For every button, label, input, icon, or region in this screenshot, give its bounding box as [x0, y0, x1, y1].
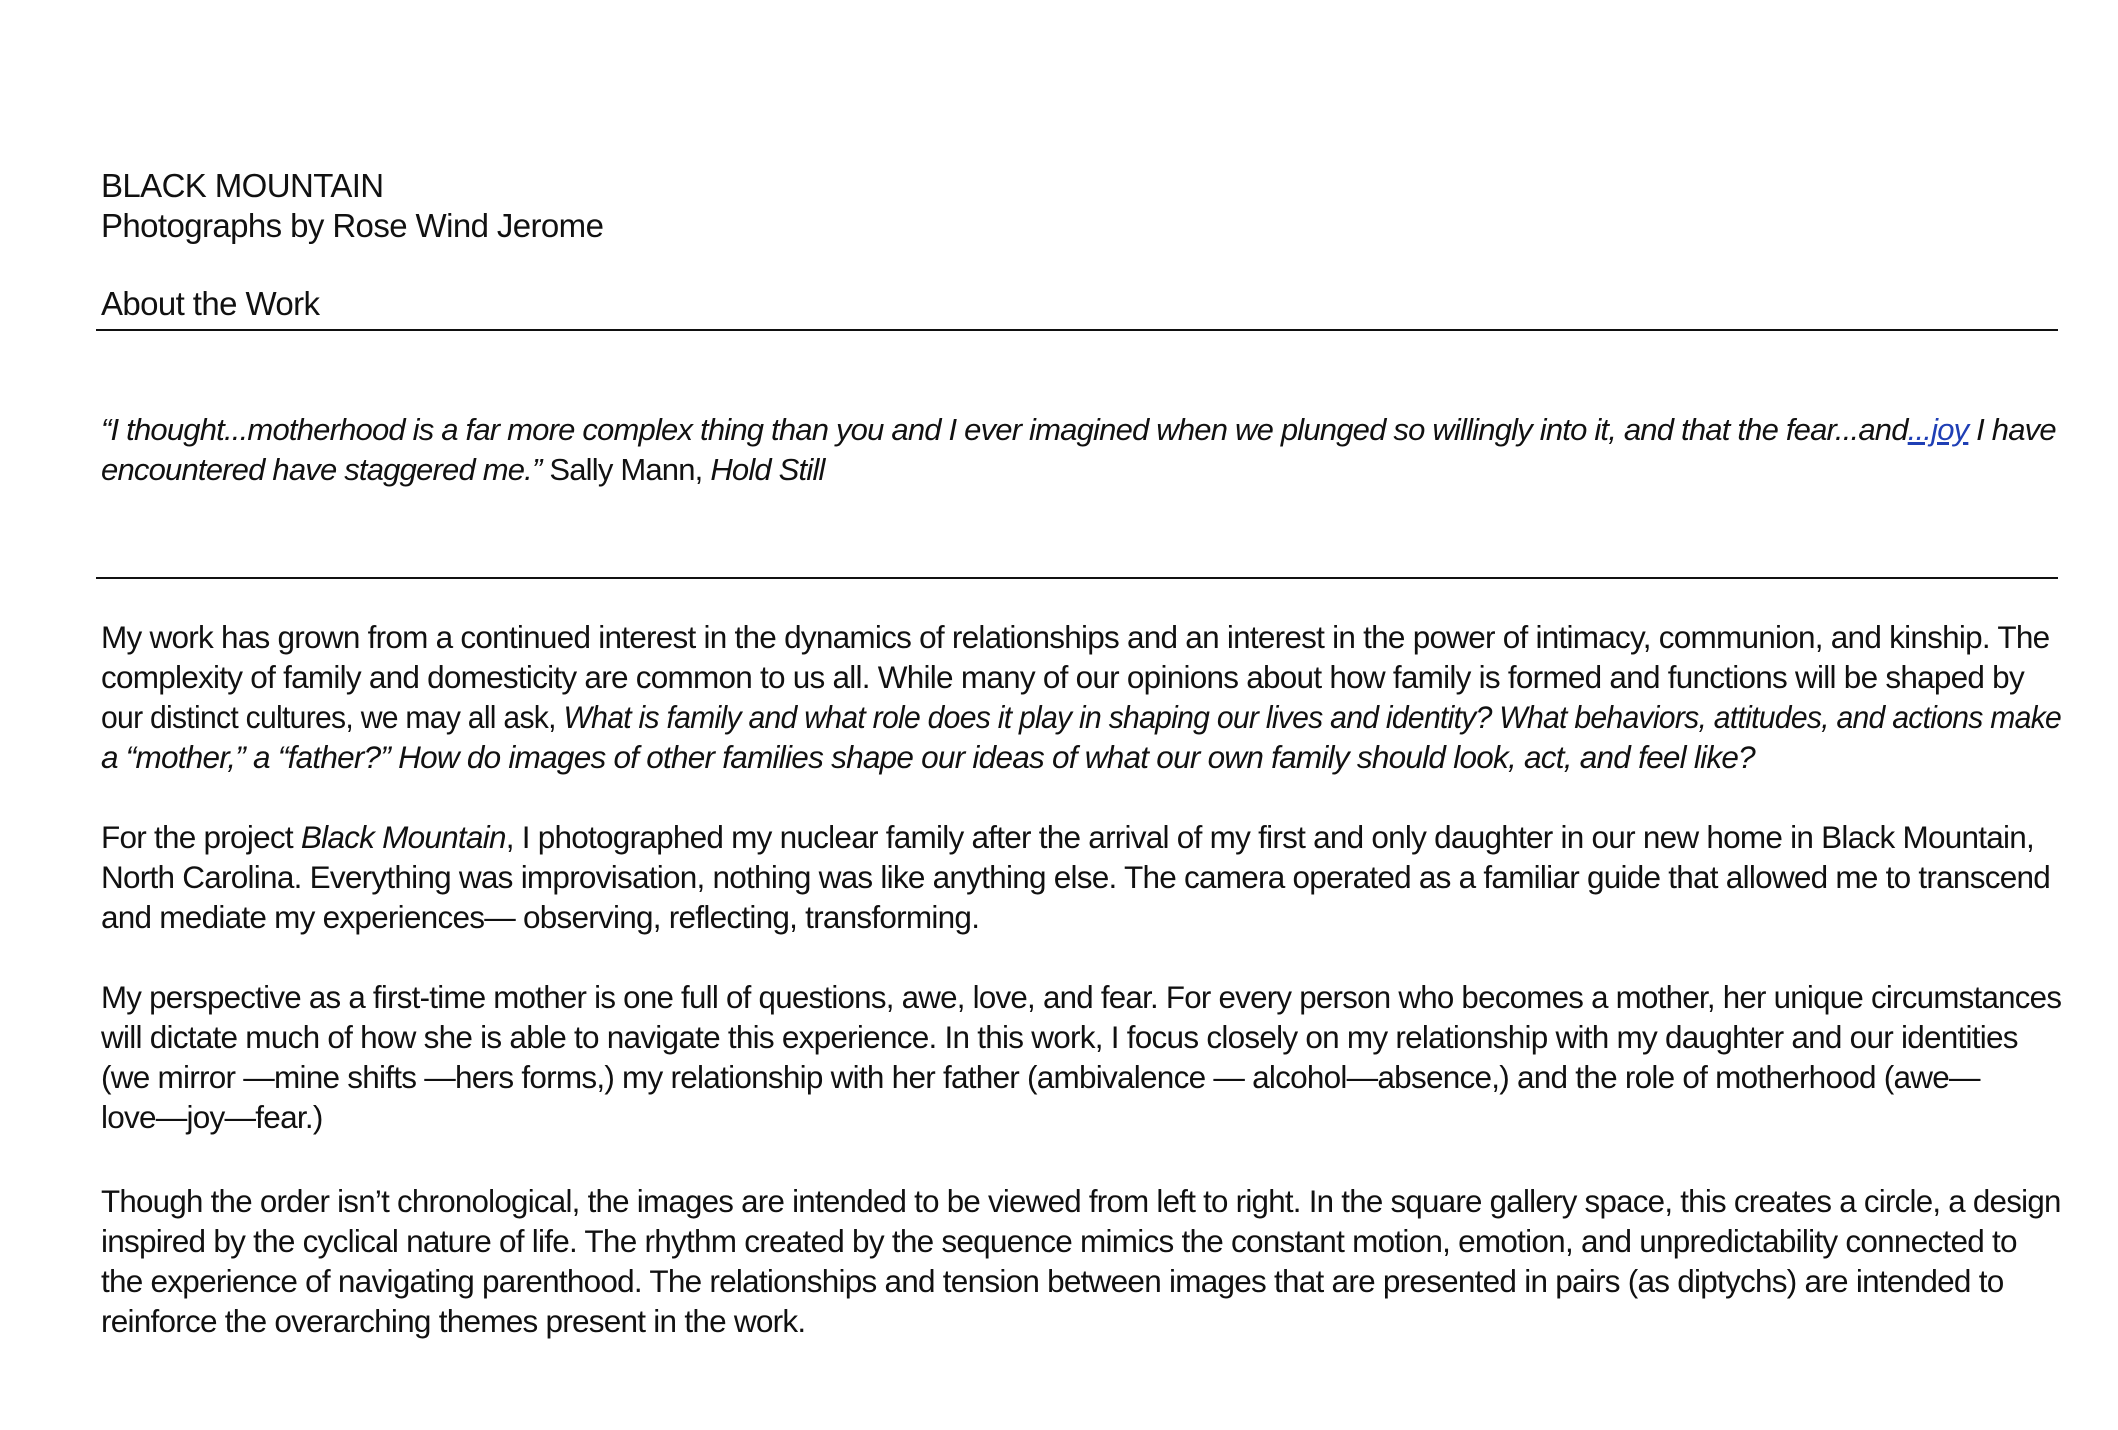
- paragraph-2: [101, 817, 2061, 937]
- quote-text-line2: encountered have staggered me.”: [101, 452, 542, 487]
- paragraph-line: [101, 817, 2061, 857]
- document-title: BLACK MOUNTAIN: [101, 167, 384, 204]
- paragraph-line: will dictate much of how she is able to navigate this experience. In this work, I focus closely on my relationship with my daughter and our identities: [101, 1019, 2018, 1055]
- quote-link-joy[interactable]: ...joy: [1907, 412, 1969, 447]
- document-header: [101, 166, 603, 246]
- quote-text-part1: “I thought...motherhood is a far more complex thing than you and I ever imagined when we plunged so willingly into it, and that the fear...and: [101, 412, 1908, 447]
- paragraph-line: inspired by the cyclical nature of life. The rhythm created by the sequence mimics the constant motion, emotion, and unpredictability connected to: [101, 1223, 2017, 1259]
- paragraph-1: [101, 617, 2061, 777]
- project-name: Black Mountain: [300, 819, 506, 855]
- paragraph-italic-text: What is family and what role does it play in shaping our lives and identity? What behaviors, attitudes, and actions make: [563, 699, 2062, 735]
- paragraph-line: Though the order isn’t chronological, the images are intended to be viewed from left to right. In the square gallery space, this creates a circle, a design: [101, 1183, 2061, 1219]
- epigraph-quote: [101, 410, 2061, 490]
- paragraph-text: our distinct cultures, we may all ask,: [101, 699, 564, 735]
- paragraph-line: North Carolina. Everything was improvisation, nothing was like anything else. The camera operated as a familiar guide that allowed me to transcend: [101, 859, 2050, 895]
- paragraph-italic-line: a “mother,” a “father?” How do images of other families shape our ideas of what our own family should look, act, and feel like?: [101, 739, 1755, 775]
- paragraph-line: My work has grown from a continued interest in the dynamics of relationships and an interest in the power of intimacy, communion, and kinship. The: [101, 619, 2050, 655]
- quote-line-2: [101, 450, 2061, 490]
- document-subtitle: Photographs by Rose Wind Jerome: [101, 207, 604, 244]
- paragraph-line: complexity of family and domesticity are common to us all. While many of our opinions about how family is formed and functions will be shaped by: [101, 659, 2024, 695]
- top-divider: [96, 329, 2058, 331]
- middle-divider: [96, 577, 2058, 579]
- paragraph-line: [101, 697, 2062, 737]
- paragraph-text: , I photographed my nuclear family after the arrival of my first and only daughter in our new home in Black Mountain,: [505, 819, 2035, 855]
- paragraph-3: [101, 977, 2061, 1137]
- paragraph-line: My perspective as a first-time mother is one full of questions, awe, love, and fear. For every person who becomes a mother, her unique circumstances: [101, 979, 2062, 1015]
- paragraph-line: reinforce the overarching themes present in the work.: [101, 1303, 806, 1339]
- quote-source: Hold Still: [710, 452, 825, 487]
- paragraph-line: the experience of navigating parenthood. The relationships and tension between images that are presented in pairs (as diptychs) are intended to: [101, 1263, 2004, 1299]
- quote-text-part2: I have: [1968, 412, 2056, 447]
- quote-author: Sally Mann,: [541, 452, 711, 487]
- paragraph-line: love—joy—fear.): [101, 1099, 323, 1135]
- paragraph-line: and mediate my experiences— observing, reflecting, transforming.: [101, 899, 980, 935]
- quote-line-1: [101, 410, 2061, 450]
- paragraph-line: (we mirror —mine shifts —hers forms,) my relationship with her father (ambivalence — alcohol—absence,) and the role of motherhood (awe—: [101, 1059, 1980, 1095]
- paragraph-4: [101, 1181, 2061, 1341]
- body-text: [101, 617, 2061, 1381]
- paragraph-text: For the project: [101, 819, 301, 855]
- section-title: About the Work: [101, 285, 320, 322]
